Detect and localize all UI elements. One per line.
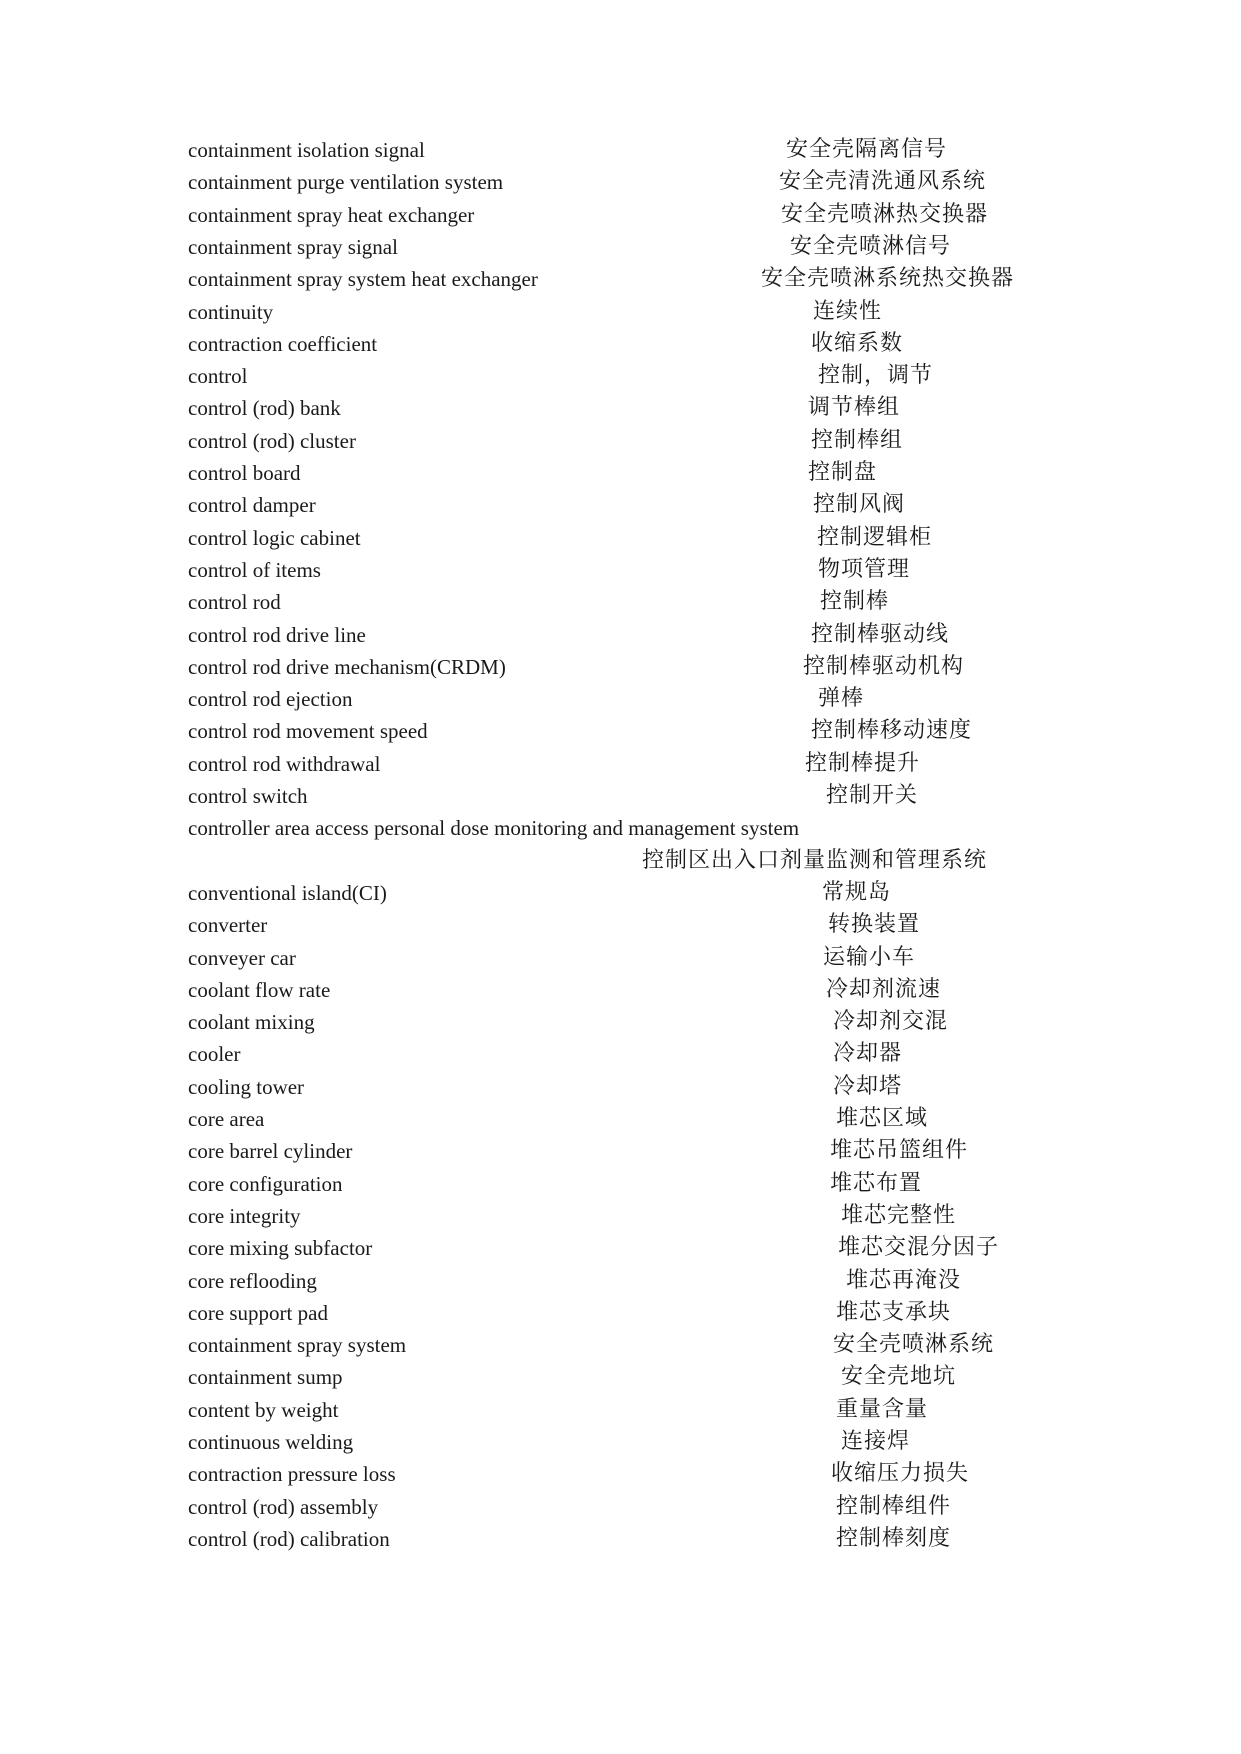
glossary-entry [0, 1426, 1241, 1458]
glossary-entry [0, 1523, 1241, 1555]
glossary-entry [0, 1297, 1241, 1329]
term-english: core barrel cylinder [188, 1139, 353, 1164]
term-chinese: 安全壳喷淋信号 [790, 233, 952, 259]
term-chinese: 堆芯区域 [836, 1106, 929, 1131]
glossary-entry [0, 877, 1241, 909]
glossary-entry [0, 554, 1241, 586]
glossary-entry [0, 392, 1241, 424]
term-chinese: 控制逻辑柜 [817, 524, 933, 550]
term-chinese: 堆芯再淹没 [846, 1267, 962, 1293]
glossary-entry [0, 1103, 1241, 1135]
term-english: core reflooding [188, 1268, 317, 1293]
term-english: continuous welding [188, 1430, 354, 1454]
term-english: containment spray heat exchanger [188, 202, 475, 227]
term-english: control switch [188, 784, 308, 808]
glossary-entry [0, 231, 1241, 263]
term-chinese: 控制棒组件 [836, 1493, 952, 1519]
glossary-entry [0, 1232, 1241, 1264]
term-english: control rod withdrawal [188, 751, 381, 776]
term-english: containment isolation signal [188, 138, 425, 162]
term-english: control rod drive line [188, 622, 366, 647]
term-english: control of items [188, 557, 321, 582]
glossary-entry [0, 1038, 1241, 1070]
glossary-entry [0, 1200, 1241, 1232]
term-english: control rod drive mechanism(CRDM) [188, 654, 506, 679]
term-chinese: 控制棒驱动机构 [803, 653, 965, 679]
term-english: core mixing subfactor [188, 1236, 373, 1261]
term-chinese: 安全壳喷淋系统 [833, 1332, 995, 1358]
term-chinese: 物项管理 [818, 556, 911, 582]
term-english: content by weight [188, 1397, 339, 1422]
term-chinese: 重量含量 [836, 1396, 929, 1422]
term-english: control (rod) calibration [188, 1526, 390, 1551]
glossary-entry [0, 683, 1241, 715]
term-english: control rod movement speed [188, 719, 428, 744]
glossary-entry [0, 1329, 1241, 1361]
term-chinese: 控制区出入口剂量监测和管理系统 [642, 847, 988, 873]
term-english: controller area access personal dose monitoring and management system [188, 816, 800, 841]
glossary-entry [0, 360, 1241, 392]
term-english: core support pad [188, 1300, 328, 1325]
term-english: control rod [188, 590, 281, 615]
term-chinese: 控制棒移动速度 [811, 718, 973, 744]
term-chinese: 控制开关 [826, 783, 919, 808]
term-chinese: 调节棒组 [808, 395, 901, 421]
glossary-entry [0, 1361, 1241, 1393]
glossary-entry [0, 780, 1241, 812]
glossary-entry [0, 974, 1241, 1006]
term-english: coolant flow rate [188, 977, 331, 1002]
term-chinese: 控制棒组 [811, 427, 904, 453]
glossary-entry [0, 909, 1241, 941]
glossary-entry [0, 489, 1241, 521]
term-chinese: 堆芯布置 [830, 1170, 923, 1196]
glossary-entry [0, 1071, 1241, 1103]
term-english: core configuration [188, 1171, 343, 1196]
term-english: control (rod) cluster [188, 428, 356, 453]
term-english: control damper [188, 493, 316, 518]
term-chinese: 连续性 [813, 298, 883, 324]
term-chinese: 安全壳喷淋系统热交换器 [761, 266, 1015, 292]
term-english: control [188, 364, 248, 389]
glossary-entry [0, 134, 1241, 166]
glossary-entry [0, 522, 1241, 554]
term-chinese: 常规岛 [822, 879, 892, 905]
term-chinese: 控制棒 [820, 589, 890, 615]
term-english: cooling tower [188, 1074, 305, 1099]
glossary-entry [0, 199, 1241, 231]
term-chinese: 控制，调节 [818, 363, 934, 389]
term-english: containment purge ventilation system [188, 170, 504, 195]
term-english: control board [188, 461, 301, 485]
term-english: containment spray system heat exchanger [188, 267, 538, 292]
term-english: cooler [188, 1042, 241, 1067]
glossary-entry [0, 845, 1241, 877]
term-chinese: 收缩压力损失 [831, 1461, 970, 1487]
glossary-entry [0, 812, 1241, 844]
glossary-entry [0, 425, 1241, 457]
term-chinese: 堆芯完整性 [841, 1202, 957, 1228]
glossary-entry [0, 1006, 1241, 1038]
term-chinese: 堆芯吊篮组件 [830, 1138, 969, 1164]
term-english: coolant mixing [188, 1010, 315, 1035]
glossary-entry [0, 1458, 1241, 1490]
term-chinese: 堆芯支承块 [836, 1299, 952, 1325]
glossary-entry [0, 619, 1241, 651]
glossary-entry [0, 1491, 1241, 1523]
term-english: contraction coefficient [188, 331, 378, 356]
glossary-entry [0, 715, 1241, 747]
glossary-entry [0, 328, 1241, 360]
term-chinese: 控制盘 [808, 460, 878, 485]
term-english: continuity [188, 299, 274, 324]
term-chinese: 冷却剂流速 [826, 976, 942, 1002]
term-english: contraction pressure loss [188, 1462, 396, 1487]
term-english: control logic cabinet [188, 525, 361, 550]
glossary-entry [0, 166, 1241, 198]
term-english: core integrity [188, 1203, 301, 1228]
glossary-entry [0, 748, 1241, 780]
glossary-entry [0, 1168, 1241, 1200]
glossary-entry [0, 942, 1241, 974]
term-chinese: 冷却剂交混 [833, 1009, 949, 1035]
term-chinese: 控制棒驱动线 [811, 621, 950, 647]
glossary-entry [0, 1265, 1241, 1297]
term-english: containment sump [188, 1365, 343, 1390]
term-chinese: 安全壳地坑 [841, 1364, 957, 1390]
term-chinese: 堆芯交混分因子 [838, 1235, 1000, 1261]
term-chinese: 安全壳清洗通风系统 [779, 169, 987, 195]
term-english: control (rod) assembly [188, 1494, 379, 1519]
term-chinese: 控制棒提升 [805, 750, 921, 776]
term-chinese: 冷却塔 [833, 1073, 903, 1099]
term-chinese: 安全壳喷淋热交换器 [781, 201, 989, 227]
term-english: containment spray system [188, 1333, 407, 1358]
glossary-entry [0, 296, 1241, 328]
term-chinese: 连接焊 [841, 1429, 911, 1454]
glossary-entry [0, 263, 1241, 295]
glossary-entry [0, 1135, 1241, 1167]
term-english: converter [188, 913, 268, 938]
glossary-entry [0, 1394, 1241, 1426]
term-chinese: 冷却器 [833, 1041, 903, 1067]
glossary-entry [0, 457, 1241, 489]
term-chinese: 收缩系数 [811, 330, 904, 356]
term-english: conventional island(CI) [188, 880, 387, 905]
term-chinese: 控制棒刻度 [836, 1525, 952, 1551]
term-english: control rod ejection [188, 687, 353, 712]
term-english: control (rod) bank [188, 396, 341, 421]
term-english: conveyer car [188, 945, 296, 970]
term-chinese: 转换装置 [828, 912, 921, 938]
term-chinese: 安全壳隔离信号 [786, 137, 948, 162]
term-chinese: 运输小车 [823, 944, 916, 970]
glossary-entry [0, 651, 1241, 683]
term-chinese: 控制风阀 [813, 492, 906, 518]
glossary-entry [0, 586, 1241, 618]
term-english: containment spray signal [188, 234, 398, 259]
term-english: core area [188, 1107, 265, 1131]
term-chinese: 弹棒 [818, 686, 865, 712]
